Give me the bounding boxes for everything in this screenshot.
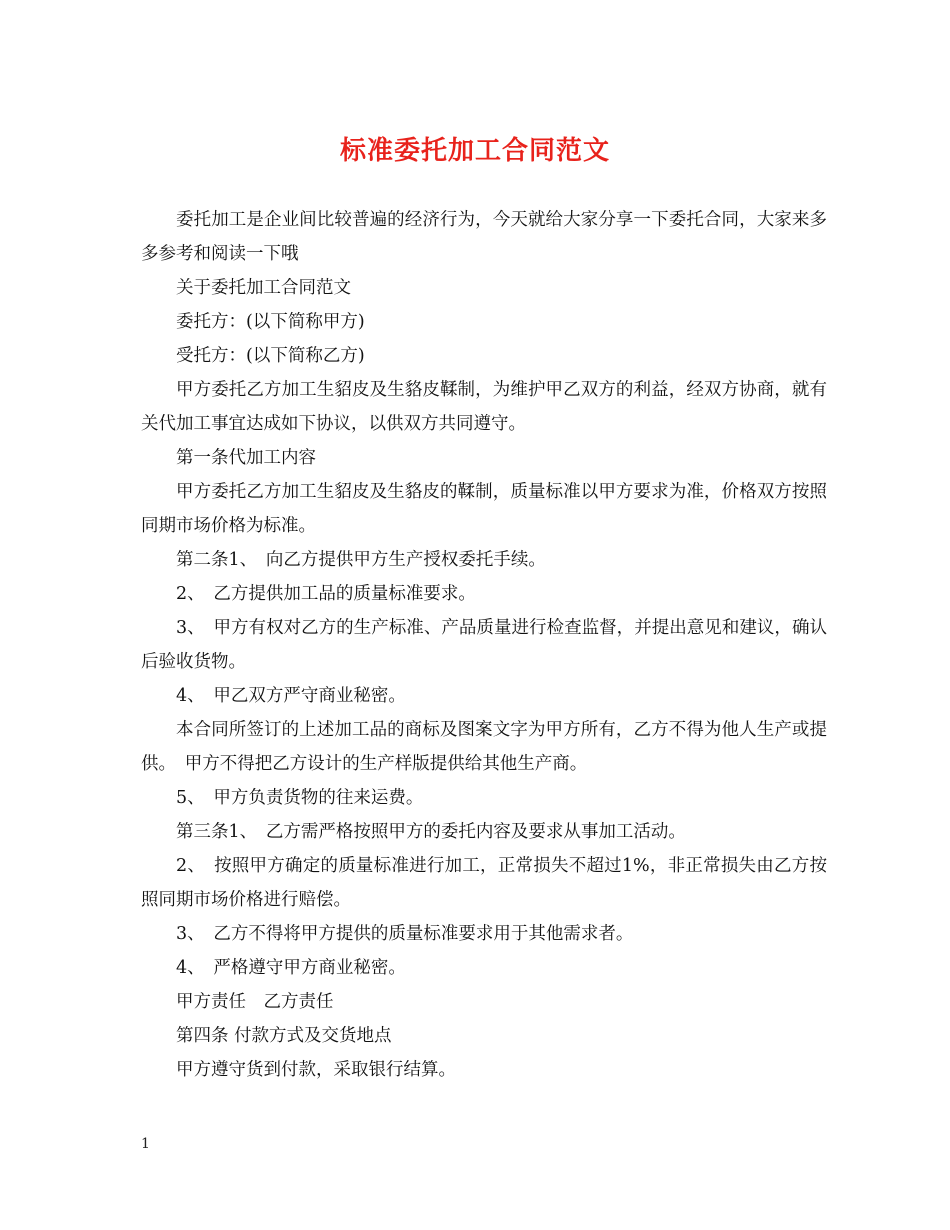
article-3-item-3: 3、 乙方不得将甲方提供的质量标准要求用于其他需求者。 [176,924,634,944]
article-4-content: 甲方遵守货到付款，采取银行结算。 [176,1060,456,1080]
document-body [141,203,827,1087]
paragraph-heading: 关于委托加工合同范文 [176,278,351,298]
page-number: 1 [141,1136,150,1152]
article-2-item-2: 2、 乙方提供加工品的质量标准要求。 [176,584,476,604]
article-3-item-1: 第三条1、 乙方需严格按照甲方的委托内容及要求从事加工活动。 [176,822,686,842]
paragraph-client: 委托方：(以下简称甲方) [176,312,365,332]
article-4-heading: 第四条 付款方式及交货地点 [176,1026,392,1046]
document-title: 标准委托加工合同范文 [339,136,610,166]
responsibilities-line: 甲方责任 乙方责任 [176,992,334,1012]
article-2-trademark: 本合同所签订的上述加工品的商标及图案文字为甲方所有，乙方不得为他人生产或提供。 甲方不得把乙方设计的生产样版提供给其他生产商。 [141,720,827,774]
article-2-item-3: 3、 甲方有权对乙方的生产标准、产品质量进行检查监督，并提出意见和建议，确认后验收货物。 [141,618,827,672]
article-1-heading: 第一条代加工内容 [176,448,316,468]
paragraph-preamble: 甲方委托乙方加工生貂皮及生貉皮鞣制，为维护甲乙双方的利益，经双方协商，就有关代加工事宜达成如下协议，以供双方共同遵守。 [141,380,827,434]
article-3-item-2: 2、 按照甲方确定的质量标准进行加工，正常损失不超过1%，非正常损失由乙方按照同期市场价格进行赔偿。 [141,856,827,910]
article-2-item-5: 5、 甲方负责货物的往来运费。 [176,788,424,808]
article-3-item-4: 4、 严格遵守甲方商业秘密。 [176,958,406,978]
article-1-content: 甲方委托乙方加工生貂皮及生貉皮的鞣制，质量标准以甲方要求为准，价格双方按照同期市场价格为标准。 [141,482,827,536]
paragraph-contractor: 受托方：(以下简称乙方) [176,346,365,366]
article-2-item-4: 4、 甲乙双方严守商业秘密。 [176,686,406,706]
paragraph-intro: 委托加工是企业间比较普遍的经济行为，今天就给大家分享一下委托合同，大家来多多参考和阅读一下哦 [141,210,827,264]
article-2-item-1: 第二条1、 向乙方提供甲方生产授权委托手续。 [176,550,546,570]
